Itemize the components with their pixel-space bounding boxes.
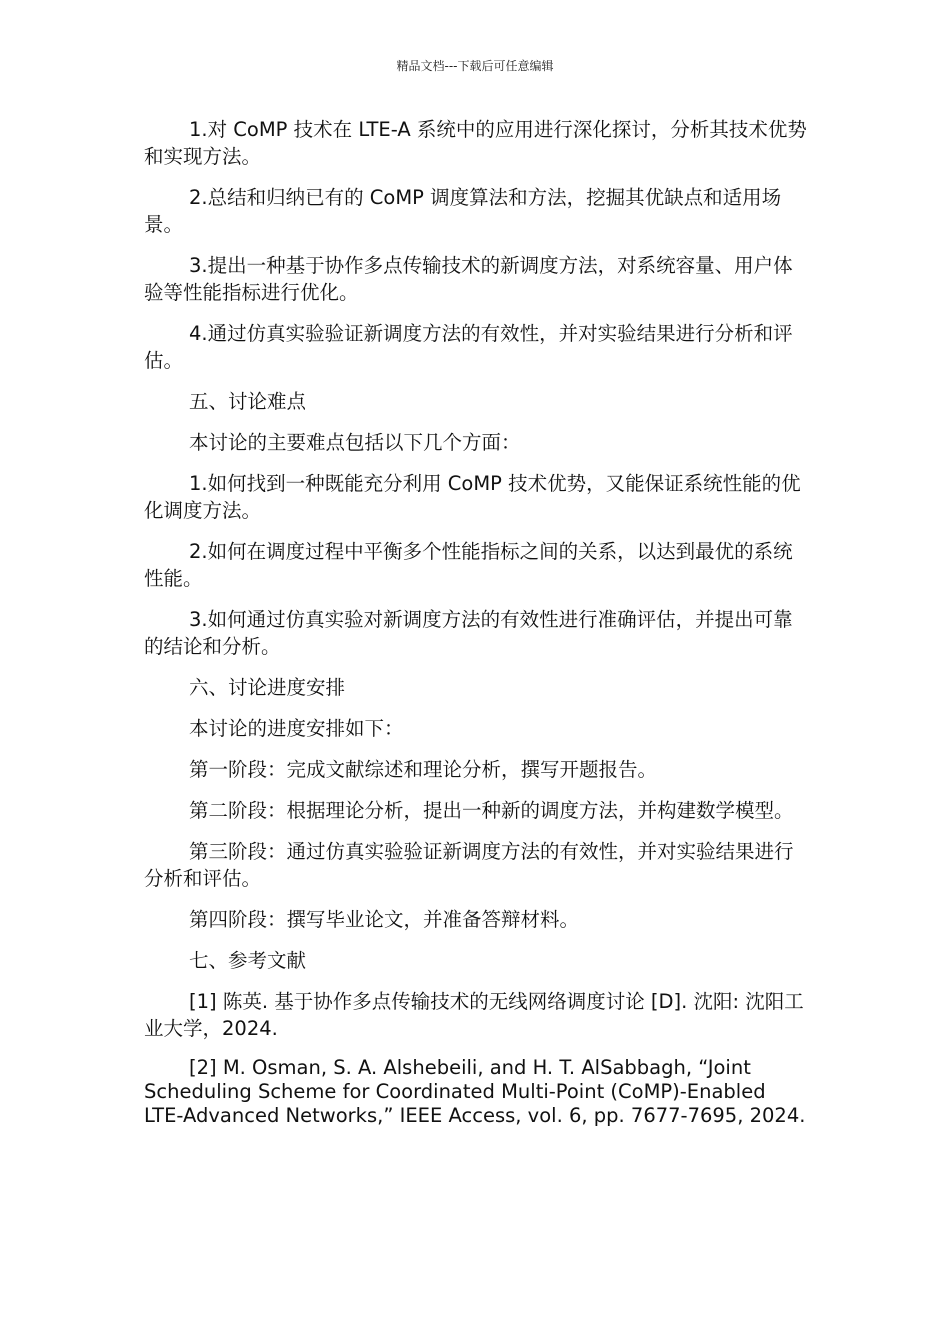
difficulty-item-1: 1.如何找到一种既能充分利用 CoMP 技术优势，又能保证系统性能的优化调度方法。 (144, 472, 801, 522)
section-heading-references: 七、参考文献 (189, 949, 307, 972)
reference-1: [1] 陈英. 基于协作多点传输技术的无线网络调度讨论 [D]. 沈阳: 沈阳工业大学，2024. (144, 990, 804, 1040)
section-heading-difficulties: 五、讨论难点 (189, 390, 307, 413)
objective-item-4: 4.通过仿真实验验证新调度方法的有效性，并对实验结果进行分析和评估。 (144, 322, 793, 372)
objective-item-1: 1.对 CoMP 技术在 LTE-A 系统中的应用进行深化探讨，分析其技术优势和实现方法。 (144, 118, 807, 168)
schedule-stage-2: 第二阶段：根据理论分析，提出一种新的调度方法，并构建数学模型。 (189, 799, 794, 822)
schedule-intro: 本讨论的进度安排如下： (189, 717, 404, 740)
schedule-stage-4: 第四阶段：撰写毕业论文，并准备答辩材料。 (189, 908, 580, 931)
objective-item-3: 3.提出一种基于协作多点传输技术的新调度方法，对系统容量、用户体验等性能指标进行优化。 (144, 254, 793, 304)
difficulty-item-2: 2.如何在调度过程中平衡多个性能指标之间的关系，以达到最优的系统性能。 (144, 540, 793, 590)
section-heading-schedule: 六、讨论进度安排 (189, 676, 346, 699)
page-header: 精品文档---下载后可任意编辑 (396, 59, 554, 73)
document-body (144, 116, 810, 1142)
reference-2: [2] M. Osman, S. A. Alshebeili, and H. T. AlSabbagh, “Joint Scheduling Scheme for Coordinated Multi-Point (CoMP)-Enabled LTE-Advanced Networks,” IEEE Access, vol. 6, pp. 7677-7695, 2024. (144, 1056, 806, 1127)
schedule-stage-3: 第三阶段：通过仿真实验验证新调度方法的有效性，并对实验结果进行分析和评估。 (144, 840, 794, 890)
objective-item-2: 2.总结和归纳已有的 CoMP 调度算法和方法，挖掘其优缺点和适用场景。 (144, 186, 782, 236)
difficulties-intro: 本讨论的主要难点包括以下几个方面： (189, 431, 521, 454)
schedule-stage-1: 第一阶段：完成文献综述和理论分析，撰写开题报告。 (189, 758, 658, 781)
difficulty-item-3: 3.如何通过仿真实验对新调度方法的有效性进行准确评估，并提出可靠的结论和分析。 (144, 608, 793, 658)
